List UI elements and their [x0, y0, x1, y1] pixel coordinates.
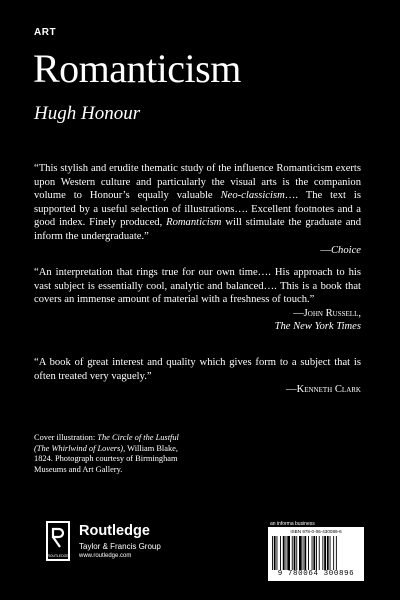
review-text [34, 162, 361, 244]
review-clark [34, 356, 361, 397]
review-attribution-name: —Kenneth Clark [285, 384, 361, 396]
logo-wordmark: ROUTLEDGE [47, 554, 69, 558]
attribution-source: Choice [330, 244, 361, 256]
barcode-bar [312, 536, 313, 570]
barcode-bars-icon [272, 536, 360, 570]
barcode-bar [330, 536, 331, 570]
review-choice [34, 162, 361, 257]
barcode-bar [304, 536, 306, 570]
barcode-bar [294, 536, 296, 570]
cover-credit-rest: William Blake, 1824. Photograph courtesy of Birmingham Museums and Art Gallery. [34, 443, 178, 474]
barcode-bar [287, 536, 290, 570]
barcode-bar [333, 536, 334, 570]
barcode-bar [277, 536, 278, 570]
barcode-bar [299, 536, 302, 570]
barcode-bar [274, 536, 276, 570]
barcode-bar [324, 536, 326, 570]
category-label: ART [34, 27, 57, 38]
review-text: “An interpretation that rings true for our own time…. His approach to his vast subject is essentially cool, analytic and balanced…. This is a book that covers an immense amount of material with a freshness of touch.” [34, 267, 361, 306]
barcode-bar [322, 536, 323, 570]
barcode-bar [292, 536, 293, 570]
cover-credit-label: Cover illustration: [34, 433, 98, 442]
cover-credit-work: The Circle of the Lustful (The Whirlwind of Lovers), [34, 433, 179, 453]
barcode-bar [313, 536, 315, 570]
barcode-bar [296, 536, 297, 570]
publisher-group: Taylor & Francis Group [79, 542, 161, 551]
attribution-dash: — [320, 244, 331, 256]
review-text-italic: Neo-classicism [220, 190, 285, 202]
barcode-bar [272, 536, 273, 570]
barcode-bar [283, 536, 285, 570]
review-text-italic: Romanticism [166, 217, 222, 229]
review-attribution [34, 244, 361, 258]
review-text-part: will stimulate the graduate and inform the undergraduate.” [34, 217, 362, 242]
barcode-bar [319, 536, 320, 570]
review-attribution-source [34, 320, 361, 334]
publisher-url[interactable]: www.routledge.com [79, 553, 132, 559]
barcode-bar [336, 536, 337, 570]
barcode-bar [280, 536, 281, 570]
review-attribution-name: —John Russell, [293, 307, 361, 319]
book-title: Romanticism [33, 46, 241, 91]
informa-label: an informa business [270, 521, 315, 527]
barcode-bar [316, 536, 317, 570]
barcode-bar [308, 536, 309, 570]
book-author: Hugh Honour [34, 103, 141, 124]
barcode [268, 527, 364, 581]
attribution-source: The New York Times [274, 321, 361, 333]
cover-credit [34, 433, 184, 475]
publisher-name: Routledge [79, 523, 150, 539]
barcode-bar [327, 536, 329, 570]
isbn-text: ISBN 978-0-06-430089-6 [290, 529, 342, 534]
barcode-digits: 9 780064 300896 [277, 570, 355, 578]
review-text-part: …. The text is supported by a useful selection of illustrations…. Excellent footnotes and a good index. Finely produced, [34, 190, 362, 229]
review-russell [34, 266, 361, 334]
review-text-part: “This stylish and erudite thematic study of the influence Romanticism exerts upon Western culture and particularly the visual arts is the companion volume to Honour’s equally valuable [34, 163, 361, 202]
barcode-bar [303, 536, 304, 570]
routledge-logo-icon [46, 521, 70, 561]
review-text: “A book of great interest and quality which gives form to a subject that is often treated very vaguely.” [34, 357, 361, 382]
barcode-bar [286, 536, 287, 570]
